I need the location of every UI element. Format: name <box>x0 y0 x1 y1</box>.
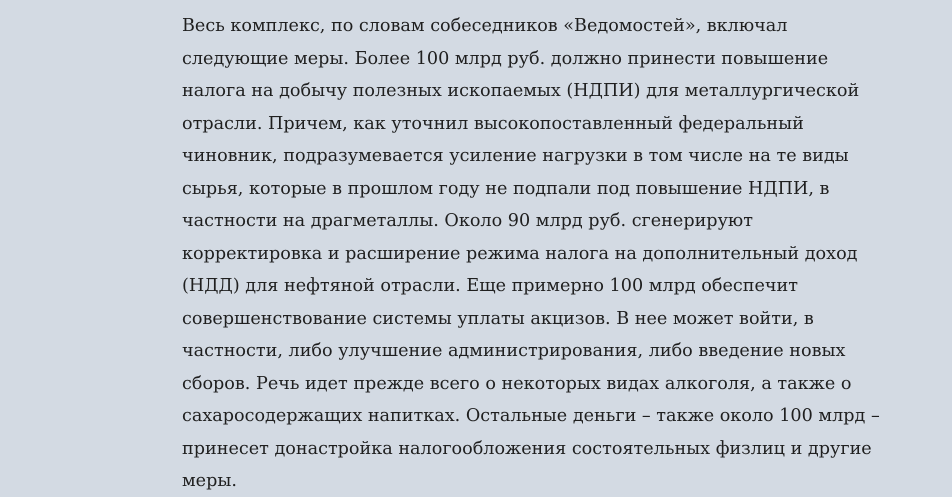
paragraph-line-2: следующие меры. Более 100 млрд руб. должно принести повышение <box>182 48 829 69</box>
paragraph-line-4: отрасли. Причем, как уточнил высокопоставленный федеральный <box>182 113 804 134</box>
paragraph-line-7: частности на драгметаллы. Около 90 млрд руб. сгенерируют <box>182 211 753 231</box>
paragraph-line-3: налога на добычу полезных ископаемых (НДПИ) для металлургической <box>182 81 860 101</box>
paragraph-line-5: чиновник, подразумевается усиление нагрузки в том числе на те виды <box>182 146 849 166</box>
article-paragraph <box>182 10 880 497</box>
paragraph-line-13: сахаросодержащих напитках. Остальные деньги – также около 100 млрд – <box>182 406 880 426</box>
paragraph-line-14: принесет донастройка налогообложения состоятельных физлиц и другие <box>182 438 872 459</box>
paragraph-line-11: частности, либо улучшение администрирования, либо введение новых <box>182 341 846 361</box>
paragraph-line-10: совершенствование системы уплаты акцизов. В нее может войти, в <box>182 308 814 329</box>
paragraph-line-12: сборов. Речь идет прежде всего о некоторых видах алкоголя, а также о <box>182 373 852 394</box>
paragraph-line-8: корректировка и расширение режима налога на дополнительный доход <box>182 243 858 264</box>
paragraph-line-9: (НДД) для нефтяной отрасли. Еще примерно 100 млрд обеспечит <box>182 276 798 296</box>
paragraph-line-15: меры. <box>182 471 237 491</box>
paragraph-line-1: Весь комплекс, по словам собеседников «Ведомостей», включал <box>182 16 788 36</box>
paragraph-line-6: сырья, которые в прошлом году не подпали под повышение НДПИ, в <box>182 178 830 199</box>
